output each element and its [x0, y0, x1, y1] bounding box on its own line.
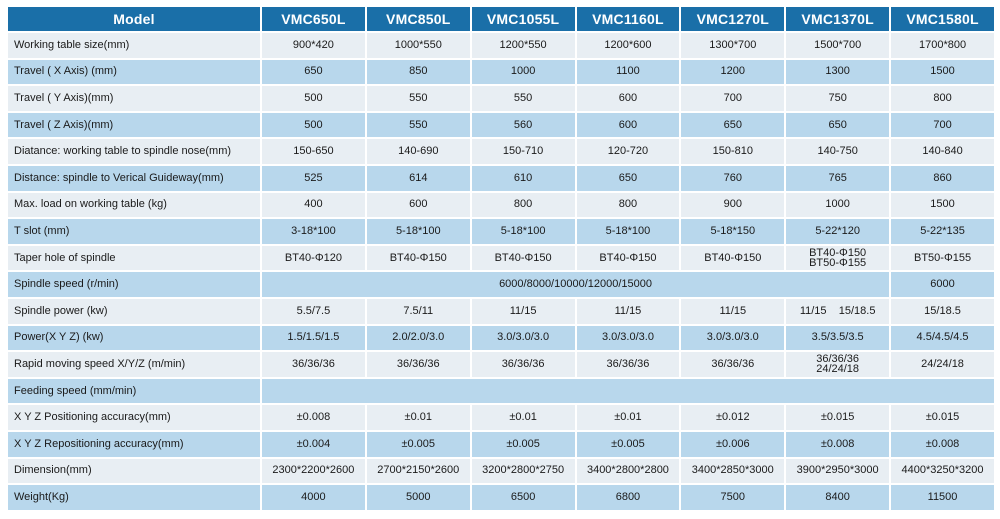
- table-cell: 650: [681, 113, 784, 138]
- header-model-1: VMC650L: [262, 7, 365, 31]
- table-cell: 5-18*100: [367, 219, 470, 244]
- table-cell: 1500*700: [786, 33, 889, 58]
- table-cell: 614: [367, 166, 470, 191]
- row-label: T slot (mm): [8, 219, 260, 244]
- table-cell: 5-22*135: [891, 219, 994, 244]
- table-cell: 600: [577, 86, 680, 111]
- table-row: [8, 60, 994, 85]
- table-cell: 1300*700: [681, 33, 784, 58]
- row-label: Spindle speed (r/min): [8, 272, 260, 297]
- table-row: [8, 405, 994, 430]
- table-cell: 6800: [577, 485, 680, 510]
- table-cell: 525: [262, 166, 365, 191]
- table-cell: 5-18*150: [681, 219, 784, 244]
- table-cell: 7500: [681, 485, 784, 510]
- table-cell: 36/36/36: [367, 352, 470, 377]
- table-cell: 1700*800: [891, 33, 994, 58]
- table-cell: 6500: [472, 485, 575, 510]
- row-label: X Y Z Positioning accuracy(mm): [8, 405, 260, 430]
- table-cell: 1300: [786, 60, 889, 85]
- table-cell: 11500: [891, 485, 994, 510]
- table-row: [8, 246, 994, 271]
- table-cell: 1000: [472, 60, 575, 85]
- merged-cell: 6000/8000/10000/12000/15000: [262, 272, 889, 297]
- table-row: [8, 299, 994, 324]
- spec-table-container: [6, 5, 996, 512]
- table-cell: 400: [262, 193, 365, 218]
- table-cell: 2700*2150*2600: [367, 459, 470, 484]
- table-cell: BT40-Φ150: [577, 246, 680, 271]
- table-cell: 500: [262, 113, 365, 138]
- row-label: Spindle power (kw): [8, 299, 260, 324]
- table-cell: ±0.006: [681, 432, 784, 457]
- header-model-5: VMC1270L: [681, 7, 784, 31]
- table-cell: 600: [367, 193, 470, 218]
- table-cell: 550: [367, 113, 470, 138]
- table-cell: 3.0/3.0/3.0: [681, 326, 784, 351]
- table-cell: 2300*2200*2600: [262, 459, 365, 484]
- table-cell: 6000: [891, 272, 994, 297]
- table-cell: 750: [786, 86, 889, 111]
- table-cell: 610: [472, 166, 575, 191]
- table-cell: BT40-Φ150: [367, 246, 470, 271]
- table-row: [8, 33, 994, 58]
- table-cell: 15/18.5: [891, 299, 994, 324]
- table-cell: 7.5/11: [367, 299, 470, 324]
- row-label: Working table size(mm): [8, 33, 260, 58]
- table-row: [8, 485, 994, 510]
- table-cell: 5-18*100: [472, 219, 575, 244]
- table-row: [8, 352, 994, 377]
- cell-line: BT40-Φ150: [809, 247, 867, 260]
- table-cell: 1200*600: [577, 33, 680, 58]
- table-cell: BT40-Φ150: [681, 246, 784, 271]
- table-cell: 1100: [577, 60, 680, 85]
- table-cell: 4.5/4.5/4.5: [891, 326, 994, 351]
- table-row: [8, 166, 994, 191]
- table-cell: 550: [472, 86, 575, 111]
- row-label: Dimension(mm): [8, 459, 260, 484]
- table-row: [8, 139, 994, 164]
- cell-line: BT50-Φ155: [809, 257, 867, 270]
- table-cell: 120-720: [577, 139, 680, 164]
- header-model-6: VMC1370L: [786, 7, 889, 31]
- table-cell: BT40-Φ120: [262, 246, 365, 271]
- row-label: Max. load on working table (kg): [8, 193, 260, 218]
- table-cell: 650: [577, 166, 680, 191]
- table-cell: 1.5/1.5/1.5: [262, 326, 365, 351]
- table-row: [8, 272, 994, 297]
- table-cell: ±0.012: [681, 405, 784, 430]
- table-cell: BT40-Φ150: [472, 246, 575, 271]
- row-label: Distance: spindle to Verical Guideway(mm): [8, 166, 260, 191]
- table-cell: 36/36/36: [472, 352, 575, 377]
- table-cell: 36/36/36: [577, 352, 680, 377]
- table-cell: 3.0/3.0/3.0: [577, 326, 680, 351]
- header-model-2: VMC850L: [367, 7, 470, 31]
- header-row: [8, 7, 994, 31]
- table-cell: 36/36/36: [681, 352, 784, 377]
- table-cell: ±0.01: [472, 405, 575, 430]
- table-cell: 3400*2800*2800: [577, 459, 680, 484]
- table-cell: 1000*550: [367, 33, 470, 58]
- table-cell: 2.0/2.0/3.0: [367, 326, 470, 351]
- table-cell: 11/15: [681, 299, 784, 324]
- table-cell: 24/24/18: [891, 352, 994, 377]
- header-model-3: VMC1055L: [472, 7, 575, 31]
- table-cell: 850: [367, 60, 470, 85]
- table-cell: ±0.008: [262, 405, 365, 430]
- table-cell: 5.5/7.5: [262, 299, 365, 324]
- table-cell: 140-690: [367, 139, 470, 164]
- table-cell: 3.5/3.5/3.5: [786, 326, 889, 351]
- table-cell: 1200*550: [472, 33, 575, 58]
- table-cell: 3200*2800*2750: [472, 459, 575, 484]
- header-model-4: VMC1160L: [577, 7, 680, 31]
- table-cell: ±0.01: [367, 405, 470, 430]
- table-cell: 560: [472, 113, 575, 138]
- table-cell: 36/36/36: [262, 352, 365, 377]
- table-row: [8, 379, 994, 404]
- table-cell: 500: [262, 86, 365, 111]
- table-row: [8, 86, 994, 111]
- table-cell: 900*420: [262, 33, 365, 58]
- row-label: Travel ( Z Axis)(mm): [8, 113, 260, 138]
- table-cell: 550: [367, 86, 470, 111]
- table-cell: 150-710: [472, 139, 575, 164]
- table-cell: 150-810: [681, 139, 784, 164]
- table-cell: 8400: [786, 485, 889, 510]
- table-cell: 860: [891, 166, 994, 191]
- table-cell: 3.0/3.0/3.0: [472, 326, 575, 351]
- table-row: [8, 193, 994, 218]
- table-cell: ±0.005: [472, 432, 575, 457]
- cell-line: 36/36/36: [816, 353, 860, 366]
- row-label: Feeding speed (mm/min): [8, 379, 260, 404]
- header-model: Model: [8, 7, 260, 31]
- row-label: Travel ( Y Axis)(mm): [8, 86, 260, 111]
- table-cell: [786, 352, 889, 377]
- table-cell: ±0.005: [577, 432, 680, 457]
- table-cell: 1500: [891, 60, 994, 85]
- table-cell: 11/15 15/18.5: [786, 299, 889, 324]
- table-cell: 3900*2950*3000: [786, 459, 889, 484]
- table-row: [8, 432, 994, 457]
- table-cell: 1500: [891, 193, 994, 218]
- table-cell: 4400*3250*3200: [891, 459, 994, 484]
- row-label: Power(X Y Z) (kw): [8, 326, 260, 351]
- table-cell: 150-650: [262, 139, 365, 164]
- table-cell: ±0.008: [786, 432, 889, 457]
- table-cell: 700: [681, 86, 784, 111]
- table-cell: 11/15: [472, 299, 575, 324]
- table-row: [8, 326, 994, 351]
- table-cell: 800: [577, 193, 680, 218]
- table-cell: ±0.005: [367, 432, 470, 457]
- table-cell: 765: [786, 166, 889, 191]
- table-cell: 800: [891, 86, 994, 111]
- table-cell: ±0.015: [891, 405, 994, 430]
- row-label: Weight(Kg): [8, 485, 260, 510]
- table-cell: 600: [577, 113, 680, 138]
- table-cell: BT50-Φ155: [891, 246, 994, 271]
- table-cell: ±0.01: [577, 405, 680, 430]
- table-cell: 140-750: [786, 139, 889, 164]
- table-cell: 5-18*100: [577, 219, 680, 244]
- row-label: Diatance: working table to spindle nose(mm): [8, 139, 260, 164]
- table-cell: 800: [472, 193, 575, 218]
- empty-cell: [262, 379, 994, 404]
- table-cell: ±0.004: [262, 432, 365, 457]
- table-cell: 3-18*100: [262, 219, 365, 244]
- table-cell: 900: [681, 193, 784, 218]
- row-label: Travel ( X Axis) (mm): [8, 60, 260, 85]
- table-cell: 11/15: [577, 299, 680, 324]
- table-cell: 700: [891, 113, 994, 138]
- table-cell: 1200: [681, 60, 784, 85]
- spec-table: [6, 5, 996, 512]
- table-cell: 650: [262, 60, 365, 85]
- table-cell: 140-840: [891, 139, 994, 164]
- table-cell: 650: [786, 113, 889, 138]
- table-cell: ±0.008: [891, 432, 994, 457]
- table-cell: 5000: [367, 485, 470, 510]
- table-cell: 1000: [786, 193, 889, 218]
- cell-line: 24/24/18: [816, 363, 860, 376]
- row-label: Taper hole of spindle: [8, 246, 260, 271]
- table-cell: 5-22*120: [786, 219, 889, 244]
- table-cell: [786, 246, 889, 271]
- table-row: [8, 219, 994, 244]
- row-label: X Y Z Repositioning accuracy(mm): [8, 432, 260, 457]
- table-row: [8, 113, 994, 138]
- table-row: [8, 459, 994, 484]
- header-model-7: VMC1580L: [891, 7, 994, 31]
- table-cell: 3400*2850*3000: [681, 459, 784, 484]
- row-label: Rapid moving speed X/Y/Z (m/min): [8, 352, 260, 377]
- table-cell: 4000: [262, 485, 365, 510]
- table-cell: ±0.015: [786, 405, 889, 430]
- table-cell: 760: [681, 166, 784, 191]
